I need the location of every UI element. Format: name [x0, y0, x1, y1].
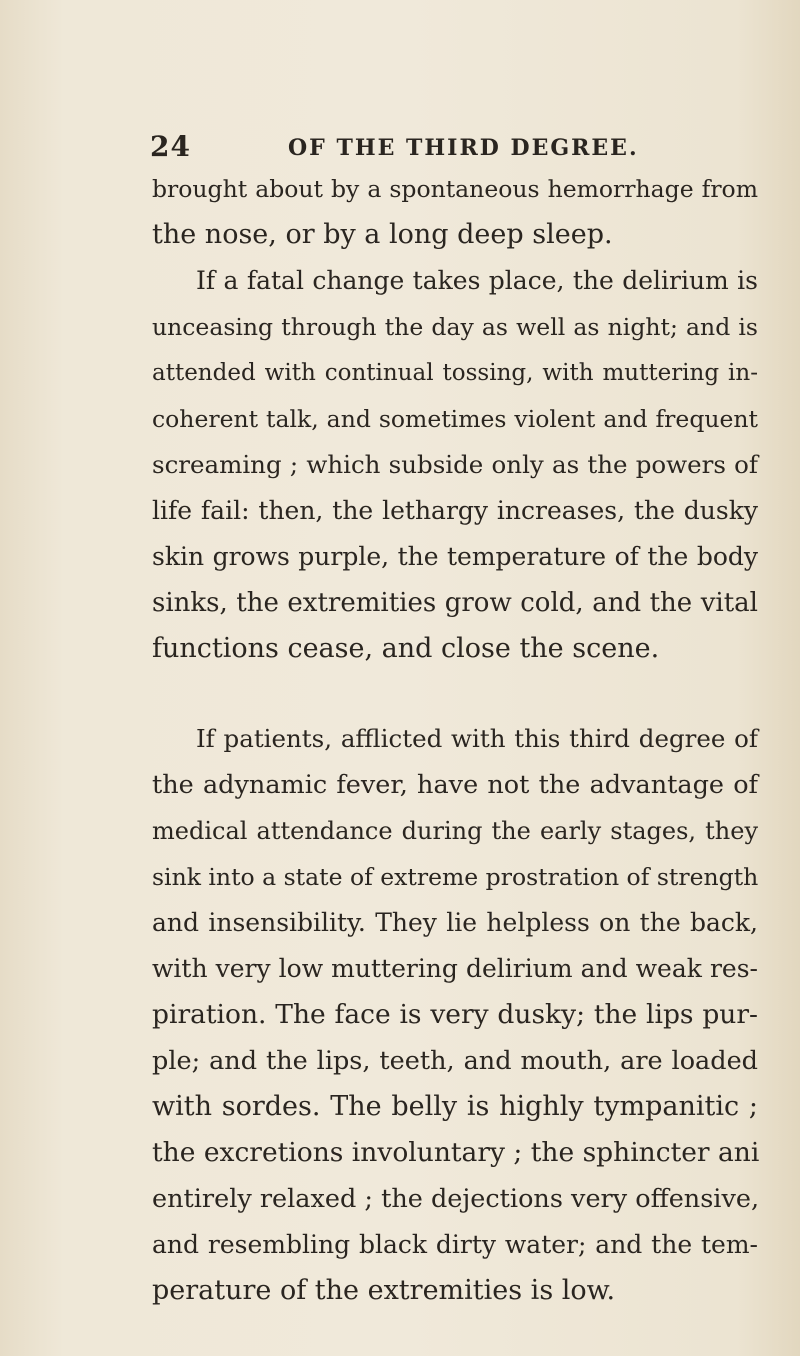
page-number: 24 [150, 130, 191, 163]
text-line: brought about by a spontaneous hemorrhage from [152, 175, 758, 203]
text-line: and insensibility. They lie helpless on the back, [152, 908, 758, 937]
text-line: medical attendance during the early stages, they [152, 817, 758, 845]
page-header [150, 130, 760, 170]
text-line: and resembling black dirty water; and the tem- [152, 1230, 758, 1259]
paragraph-1 [152, 166, 758, 258]
text-line: with sordes. The belly is highly tympanitic ; [152, 1091, 758, 1122]
text-line: life fail: then, the lethargy increases, the dusky [152, 496, 758, 525]
text-line: screaming ; which subside only as the powers of [152, 450, 758, 479]
paragraph-2 [152, 258, 758, 672]
running-head: OF THE THIRD DEGREE. [288, 135, 639, 161]
text-line: If a fatal change takes place, the delirium is [196, 266, 758, 295]
text-line: the adynamic fever, have not the advantage of [152, 770, 758, 800]
paragraph-3 [152, 716, 758, 1314]
body-text [152, 166, 758, 1314]
text-line: coherent talk, and sometimes violent and frequent [152, 405, 758, 433]
text-line: sink into a state of extreme prostration of strength [152, 863, 759, 891]
text-line: perature of the extremities is low. [152, 1275, 616, 1306]
text-line: If patients, afflicted with this third degree of [196, 724, 758, 753]
text-line: ple; and the lips, teeth, and mouth, are loaded [152, 1046, 758, 1076]
text-line: skin grows purple, the temperature of the body [152, 542, 758, 571]
text-line: piration. The face is very dusky; the lips pur- [152, 999, 758, 1030]
text-line: entirely relaxed ; the dejections very offensive, [152, 1184, 760, 1214]
text-line: sinks, the extremities grow cold, and the vital [152, 588, 758, 618]
text-line: functions cease, and close the scene. [152, 633, 660, 664]
text-line: unceasing through the day as well as night; and is [152, 313, 758, 341]
text-line: attended with continual tossing, with muttering in- [152, 360, 758, 386]
text-line: with very low muttering delirium and weak res- [152, 954, 758, 983]
text-line: the nose, or by a long deep sleep. [152, 219, 613, 250]
text-line: the excretions involuntary ; the sphincter ani [152, 1137, 760, 1168]
paragraph-gap [152, 672, 758, 716]
